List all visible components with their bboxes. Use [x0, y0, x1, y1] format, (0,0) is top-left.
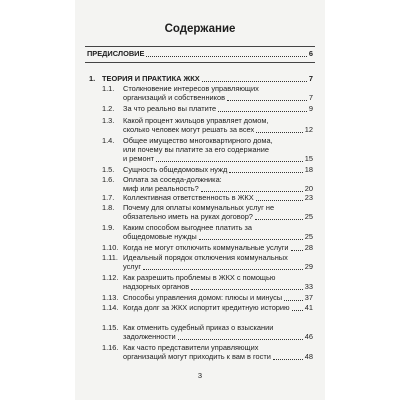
preface-text: ПРЕДИСЛОВИЕ: [87, 49, 145, 58]
toc-entry-1-2-page: 9: [308, 104, 313, 113]
toc-entry-1-4-leader: [156, 160, 303, 162]
toc-entry-1-2-number: 1.2.: [102, 104, 115, 113]
toc-entry-1-11-leader: [143, 268, 303, 270]
toc-entry-1-7-page: 23: [304, 193, 313, 202]
toc-entry-1-16-page: 48: [304, 352, 313, 361]
toc-entry-1-3-number: 1.3.: [102, 116, 115, 125]
toc-entry-1-16-leader: [273, 358, 303, 360]
preface-leader: [146, 55, 306, 57]
toc-entry-1-14-text: Когда долг за ЖКХ испортит кредитную историю: [123, 303, 290, 312]
toc-entry-1-14-leader: [292, 309, 303, 311]
toc-entry-1-15-page: 46: [304, 332, 313, 341]
toc-entry-1-15-text: Как отменить судебный приказ о взыскании: [123, 323, 274, 332]
toc-entry-1-12-leader: [191, 288, 303, 290]
section-text: ТЕОРИЯ И ПРАКТИКА ЖКХ: [102, 74, 200, 83]
toc-entry-1-9-leader: [199, 238, 303, 240]
toc-entry-1-10-text: Когда не могут отключить коммунальные услуги: [123, 243, 289, 252]
toc-entry-1-12-text: надзорных органов: [123, 282, 190, 291]
toc-entry-1-11-text: услуг: [123, 262, 142, 271]
toc-entry-1-4-page: 15: [304, 154, 313, 163]
toc-entry-1-8-leader: [255, 218, 303, 220]
toc-entry-1-16-text: организаций могут приходить к вам в гости: [123, 352, 271, 361]
toc-entry-1-9-text: Каким способом выгоднее платить за: [123, 223, 253, 232]
toc-entry-1-4-text: и ремонт: [123, 154, 155, 163]
toc-entry-1-3-text: Какой процент жильцов управляет домом,: [123, 116, 269, 125]
toc-entry-1-7-text: Коллективная ответственность в ЖКХ: [123, 193, 254, 202]
toc-entry-1-7-leader: [256, 199, 303, 201]
toc-entry-1-12-number: 1.12.: [102, 273, 119, 282]
toc-entry-1-10-leader: [291, 249, 303, 251]
toc-entry-1-14-number: 1.14.: [102, 303, 119, 312]
toc-entry-1-9-page: 25: [304, 232, 313, 241]
toc-entry-1-3-leader: [256, 131, 303, 133]
page-title: Содержание: [164, 23, 236, 35]
toc-entry-1-9-number: 1.9.: [102, 223, 115, 232]
toc-entry-1-4-number: 1.4.: [102, 136, 115, 145]
toc-entry-1-5-number: 1.5.: [102, 165, 115, 174]
section-leader: [202, 80, 307, 82]
toc-entry-1-2-leader: [218, 110, 307, 112]
book-page: [75, 0, 325, 400]
toc-entry-1-4-text: или почему вы платите за его содержание: [123, 145, 269, 154]
toc-entry-1-1-page: 7: [308, 93, 313, 102]
toc-entry-1-13-text: Способы управления домом: плюсы и минусы: [123, 293, 283, 302]
toc-entry-1-6-text: миф или реальность?: [123, 184, 199, 193]
toc-entry-1-3-page: 12: [304, 125, 313, 134]
toc-entry-1-11-number: 1.11.: [102, 253, 118, 262]
toc-entry-1-16-number: 1.16.: [102, 343, 119, 352]
toc-entry-1-5-page: 18: [304, 165, 313, 174]
toc-entry-1-2-text: За что реально вы платите: [123, 104, 217, 113]
toc-entry-1-15-number: 1.15.: [102, 323, 119, 332]
toc-entry-1-10-page: 28: [304, 243, 313, 252]
toc-entry-1-8-page: 25: [304, 212, 313, 221]
toc-entry-1-8-text: Почему для оплаты коммунальных услуг не: [123, 203, 275, 212]
toc-entry-1-12-page: 33: [304, 282, 313, 291]
toc-entry-1-13-number: 1.13.: [102, 293, 119, 302]
toc-entry-1-15-text: задолженности: [123, 332, 176, 341]
toc-entry-1-13-page: 37: [304, 293, 313, 302]
toc-entry-1-1-text: организаций и собственников: [123, 93, 226, 102]
section-page: 7: [308, 74, 313, 83]
table-of-contents: [75, 0, 325, 400]
toc-entry-1-12-text: Как разрешить проблемы в ЖКХ с помощью: [123, 273, 276, 282]
toc-entry-1-1-number: 1.1.: [102, 84, 115, 93]
toc-entry-1-6-number: 1.6.: [102, 175, 115, 184]
toc-entry-1-3-text: сколько человек могут решать за всех: [123, 125, 255, 134]
toc-entry-1-1-text: Столкновение интересов управляющих: [123, 84, 259, 93]
toc-entry-1-14-page: 41: [304, 303, 313, 312]
section-number: 1.: [89, 74, 96, 83]
toc-entry-1-1-leader: [227, 99, 307, 101]
toc-entry-1-10-number: 1.10.: [102, 243, 119, 252]
toc-entry-1-4-text: Общее имущество многоквартирного дома,: [123, 136, 273, 145]
toc-entry-1-11-page: 29: [304, 262, 313, 271]
toc-entry-1-9-text: общедомовые нужды: [123, 232, 197, 241]
toc-entry-1-6-text: Оплата за соседа-должника:: [123, 175, 222, 184]
preface-page: 6: [308, 49, 313, 58]
toc-entry-1-13-leader: [284, 299, 303, 301]
toc-entry-1-8-number: 1.8.: [102, 203, 115, 212]
toc-entry-1-7-number: 1.7.: [102, 193, 115, 202]
toc-entry-1-5-leader: [229, 171, 302, 173]
toc-entry-1-16-text: Как часто представители управляющих: [123, 343, 259, 352]
toc-entry-1-6-page: 20: [304, 184, 313, 193]
toc-entry-1-11-text: Идеальный порядок отключения коммунальных: [123, 253, 288, 262]
toc-entry-1-5-text: Сущность общедомовых нужд: [123, 165, 228, 174]
page-number: 3: [197, 371, 203, 380]
toc-entry-1-8-text: обязательно иметь на руках договор?: [123, 212, 253, 221]
toc-entry-1-6-leader: [201, 190, 303, 192]
toc-entry-1-15-leader: [178, 338, 303, 340]
